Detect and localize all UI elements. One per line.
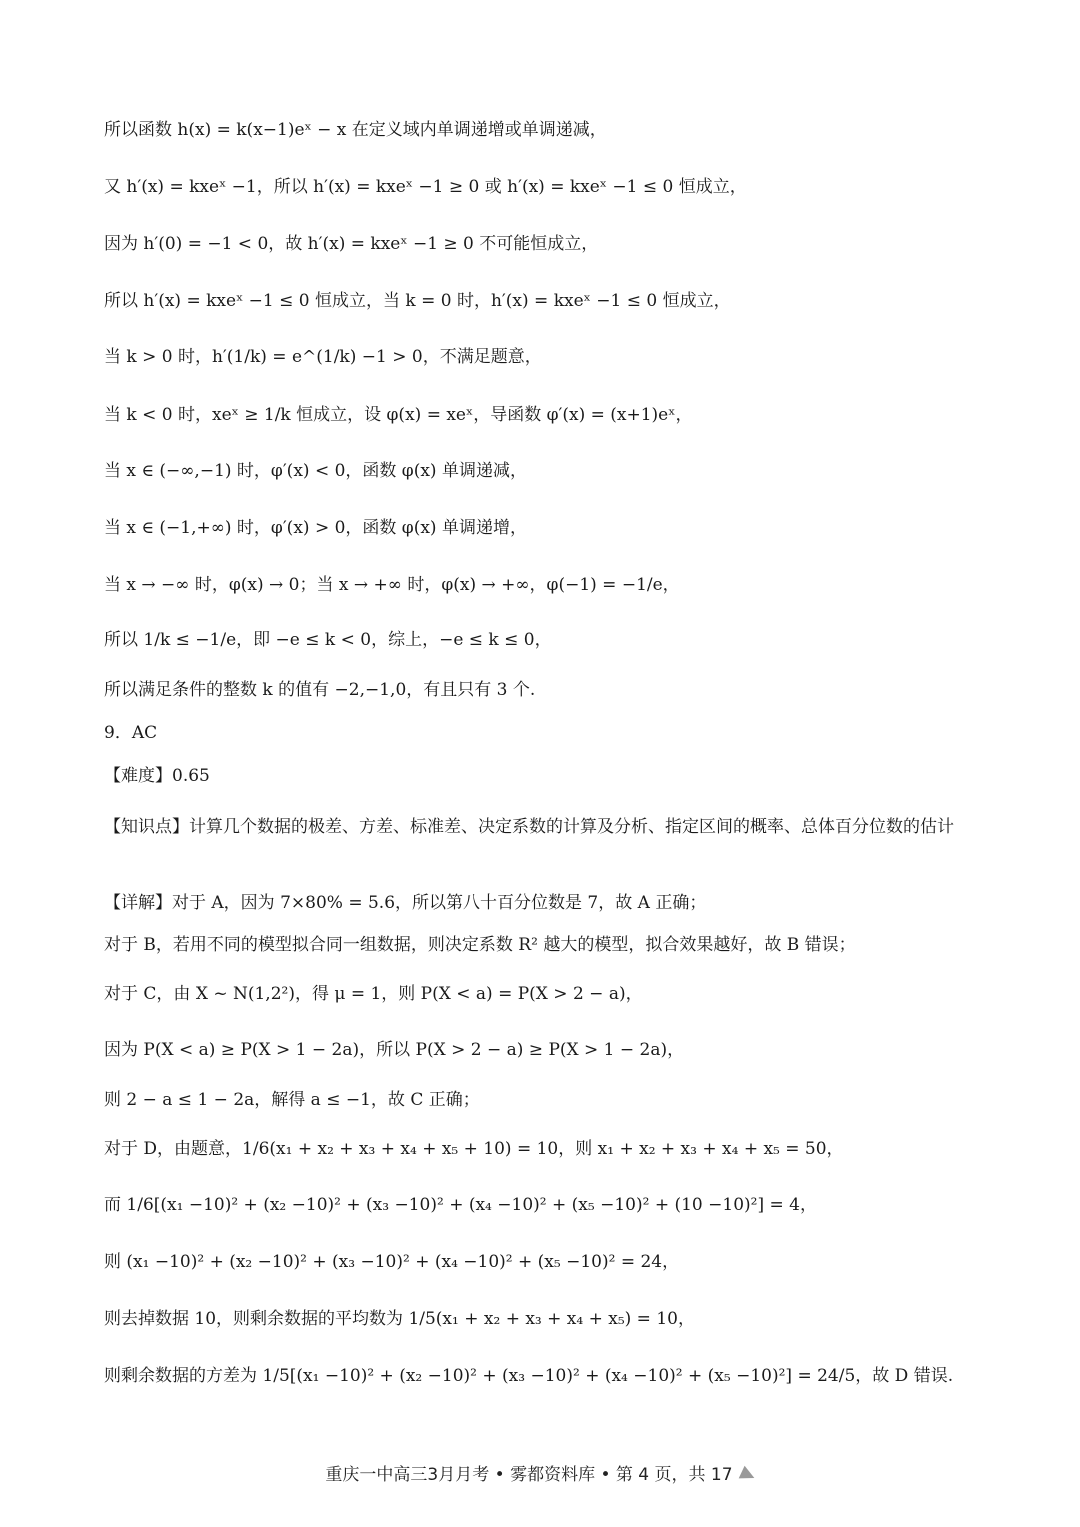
text-line: 对于 B，若用不同的模型拟合同一组数据，则决定系数 R² 越大的模型，拟合效果越好，故 B 错误； (104, 935, 856, 955)
text-line: 当 x ∈ (−1,+∞) 时，φ′(x) > 0，函数 φ(x) 单调递增， (104, 518, 527, 538)
question-number: 9．AC (104, 723, 158, 743)
text-line: 所以 h′(x) = kxeˣ −1 ≤ 0 恒成立，当 k = 0 时，h′(x) = kxeˣ −1 ≤ 0 恒成立， (104, 291, 731, 311)
page-corner-icon (738, 1466, 757, 1485)
text-line: 当 x → −∞ 时，φ(x) → 0；当 x → +∞ 时，φ(x) → +∞，φ(−1) = −1/e， (104, 575, 680, 595)
text-line: 则 2 − a ≤ 1 − 2a，解得 a ≤ −1，故 C 正确； (104, 1090, 480, 1110)
text-line: 又 h′(x) = kxeˣ −1，所以 h′(x) = kxeˣ −1 ≥ 0 或 h′(x) = kxeˣ −1 ≤ 0 恒成立， (104, 177, 747, 197)
text-line: 对于 C，由 X ~ N(1,2²)，得 μ = 1，则 P(X < a) = P(X > 2 − a)， (104, 984, 643, 1004)
text-line: 因为 h′(0) = −1 < 0，故 h′(x) = kxeˣ −1 ≥ 0 不可能恒成立， (104, 234, 599, 254)
text-line: 因为 P(X < a) ≥ P(X > 1 − 2a)，所以 P(X > 2 − a) ≥ P(X > 1 − 2a)， (104, 1040, 685, 1060)
text-line: 而 1/6[(x₁ −10)² + (x₂ −10)² + (x₃ −10)² + (x₄ −10)² + (x₅ −10)² + (10 −10)²] = 4， (104, 1195, 817, 1215)
text-line: 所以满足条件的整数 k 的值有 −2,−1,0，有且只有 3 个. (104, 680, 536, 700)
difficulty: 【难度】0.65 (104, 766, 210, 786)
text-line: 当 x ∈ (−∞,−1) 时，φ′(x) < 0，函数 φ(x) 单调递减， (104, 461, 527, 481)
page-footer (0, 1460, 1080, 1485)
text-line: 则 (x₁ −10)² + (x₂ −10)² + (x₃ −10)² + (x₄ −10)² + (x₅ −10)² = 24， (104, 1252, 680, 1272)
footer-text: 重庆一中高三3月月考 • 雾都资料库 • 第 4 页，共 17 (325, 1465, 733, 1485)
text-line: 则剩余数据的方差为 1/5[(x₁ −10)² + (x₂ −10)² + (x₃ −10)² + (x₄ −10)² + (x₅ −10)²] = 24/5，故 D 错误. (104, 1366, 954, 1386)
text-line: 【详解】对于 A，因为 7×80% = 5.6，所以第八十百分位数是 7，故 A 正确； (104, 893, 707, 913)
text-line: 对于 D，由题意，1/6(x₁ + x₂ + x₃ + x₄ + x₅ + 10) = 10，则 x₁ + x₂ + x₃ + x₄ + x₅ = 50， (104, 1139, 844, 1159)
knowledge-points: 【知识点】计算几个数据的极差、方差、标准差、决定系数的计算及分析、指定区间的概率、总体百分位数的估计 (104, 817, 954, 837)
text-line: 则去掉数据 10，则剩余数据的平均数为 1/5(x₁ + x₂ + x₃ + x₄ + x₅) = 10， (104, 1309, 695, 1329)
text-line: 当 k > 0 时，h′(1/k) = e^(1/k) −1 > 0，不满足题意， (104, 347, 542, 367)
text-line: 当 k < 0 时，xeˣ ≥ 1/k 恒成立，设 φ(x) = xeˣ，导函数 φ′(x) = (x+1)eˣ， (104, 405, 693, 425)
text-line: 所以函数 h(x) = k(x−1)eˣ − x 在定义域内单调递增或单调递减， (104, 120, 607, 140)
text-line: 所以 1/k ≤ −1/e，即 −e ≤ k < 0，综上，−e ≤ k ≤ 0， (104, 630, 552, 650)
